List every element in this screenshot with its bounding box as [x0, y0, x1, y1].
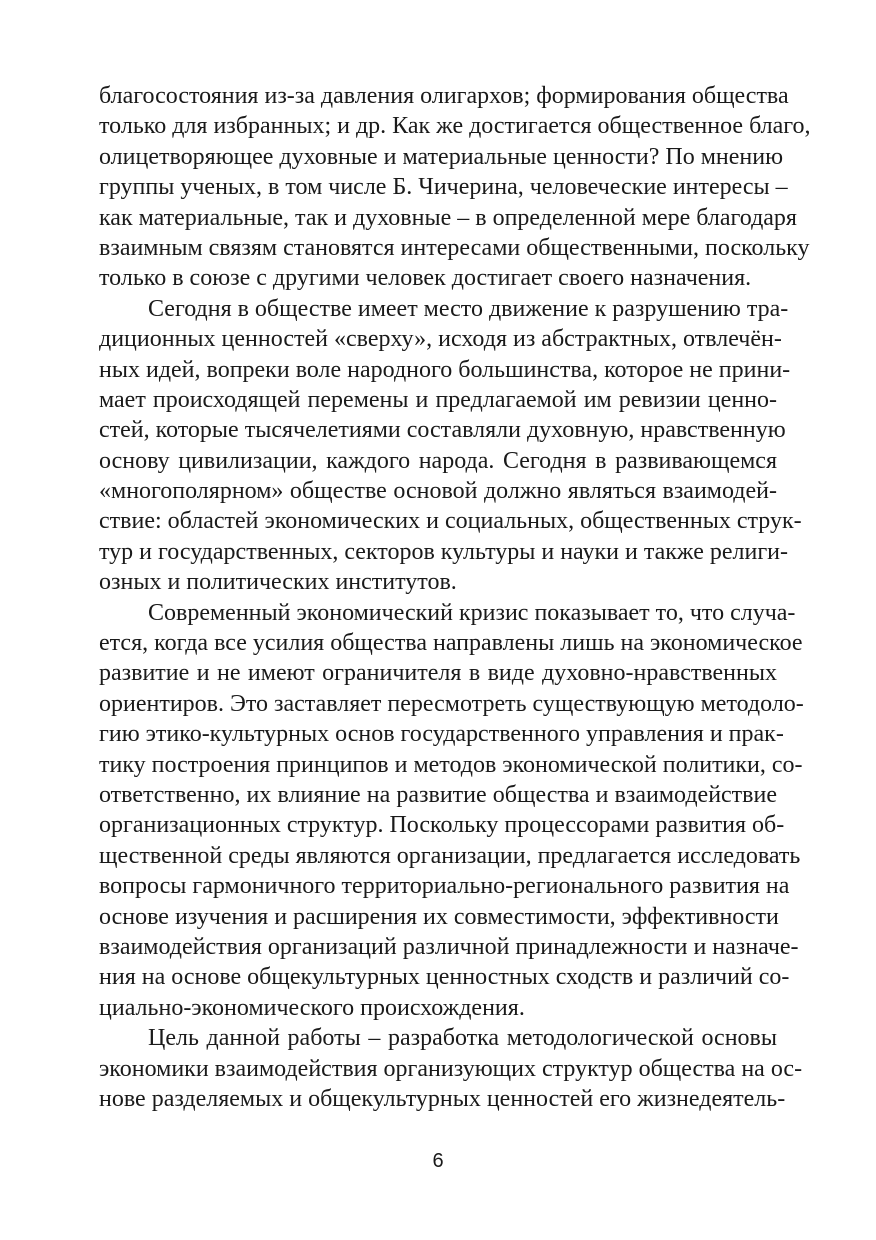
text-line: циально-экономического происхождения. — [99, 994, 525, 1021]
text-line: Современный экономический кризис показывает то, что случа- — [148, 599, 796, 626]
text-line: только в союзе с другими человек достигает своего назначения. — [99, 265, 752, 292]
text-line: ответственно, их влияние на развитие общества и взаимодействие — [99, 781, 777, 808]
text-line: развитие и не имеют ограничителя в виде духовно-нравственных — [99, 660, 777, 687]
text-line: Сегодня в обществе имеет место движение к разрушению тра- — [148, 295, 789, 322]
text-line: тур и государственных, секторов культуры и науки и также религи- — [99, 538, 788, 565]
text-line: озных и политических институтов. — [99, 569, 457, 596]
text-line: ствие: областей экономических и социальных, общественных струк- — [99, 508, 802, 535]
text-line: взаимным связям становятся интересами общественными, поскольку — [99, 234, 810, 261]
text-line: взаимодействия организаций различной принадлежности и назначе- — [99, 933, 799, 960]
text-line: группы ученых, в том числе Б. Чичерина, человеческие интересы – — [99, 174, 788, 201]
text-line: ется, когда все усилия общества направлены лишь на экономическое — [99, 630, 803, 657]
text-line: тику построения принципов и методов экономической политики, со- — [99, 751, 803, 778]
paragraph-1 — [99, 81, 811, 294]
text-line: стей, которые тысячелетиями составляли духовную, нравственную — [99, 417, 786, 444]
text-line: мает происходящей перемены и предлагаемой им ревизии ценно- — [99, 386, 777, 413]
text-line: ния на основе общекультурных ценностных сходств и различий со- — [99, 964, 790, 991]
text-line: ных идей, вопреки воле народного большинства, которое не прини- — [99, 356, 791, 383]
text-line: ориентиров. Это заставляет пересмотреть существующую методоло- — [99, 690, 804, 717]
text-line: диционных ценностей «сверху», исходя из абстрактных, отвлечён- — [99, 326, 782, 353]
text-line: Цель данной работы – разработка методологической основы — [148, 1025, 777, 1052]
page-number: 6 — [432, 1150, 444, 1172]
body-text — [99, 81, 811, 1114]
text-line: основу цивилизации, каждого народа. Сегодня в развивающемся — [99, 447, 777, 474]
text-line: олицетворяющее духовные и материальные ценности? По мнению — [99, 143, 783, 170]
paragraph-2 — [99, 294, 802, 598]
text-line: вопросы гармоничного территориально-регионального развития на — [99, 873, 790, 900]
text-line: гию этико-культурных основ государственного управления и прак- — [99, 721, 784, 748]
text-line: «многополярном» обществе основой должно являться взаимодей- — [99, 478, 777, 505]
paragraph-4 — [99, 1023, 803, 1114]
text-line: благосостояния из-за давления олигархов; формирования общества — [99, 83, 789, 109]
text-line: щественной среды являются организации, предлагается исследовать — [99, 842, 801, 869]
text-line: экономики взаимодействия организующих структур общества на ос- — [99, 1055, 803, 1082]
text-line: как материальные, так и духовные – в определенной мере благодаря — [99, 204, 797, 231]
text-line: нове разделяемых и общекультурных ценностей его жизнедеятель- — [99, 1085, 786, 1112]
text-line: только для избранных; и др. Как же достигается общественное благо, — [99, 113, 811, 140]
text-line: организационных структур. Поскольку процессорами развития об- — [99, 812, 785, 839]
paragraph-3 — [99, 598, 804, 1023]
text-line: основе изучения и расширения их совместимости, эффективности — [99, 903, 779, 930]
